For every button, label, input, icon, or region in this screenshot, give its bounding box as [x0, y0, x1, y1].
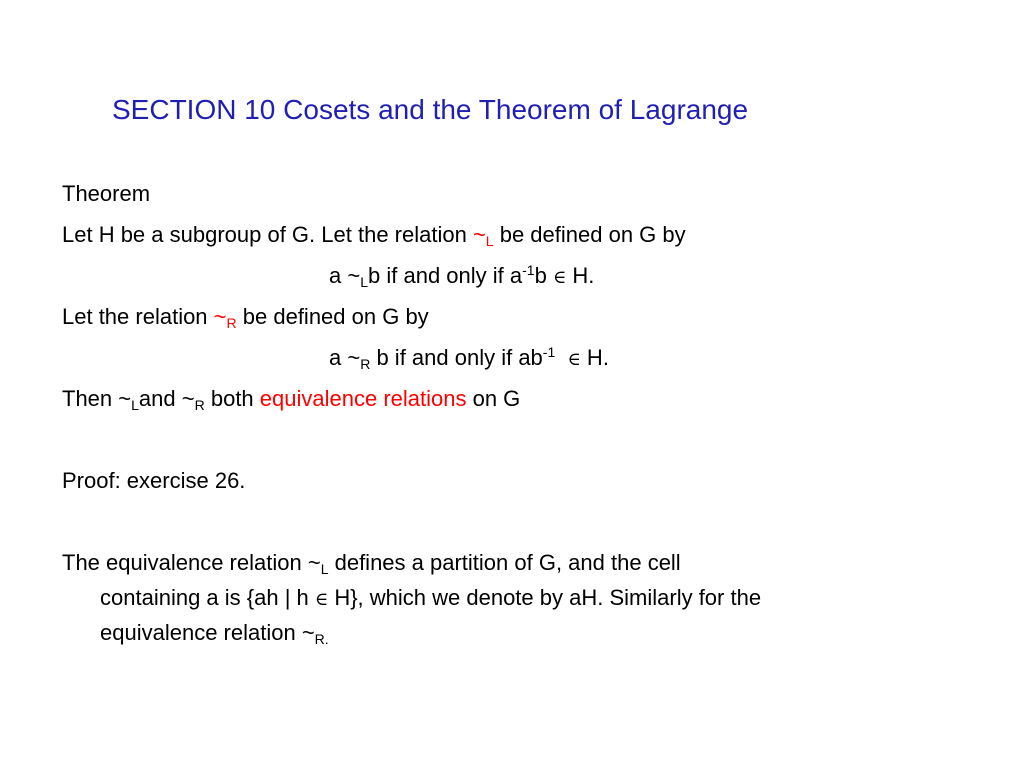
- proof-line: Proof: exercise 26.: [62, 468, 246, 493]
- element-of-symbol: ∈: [314, 589, 329, 610]
- theorem-line-1: [62, 222, 686, 248]
- tilde: ~: [347, 345, 361, 370]
- element-of-symbol: ∈: [567, 349, 581, 370]
- relation-l-red: [473, 222, 494, 247]
- relation-r-red: [214, 304, 237, 329]
- subscript-r-dot: R.: [314, 631, 329, 647]
- subscript-r: R: [194, 397, 205, 413]
- text: both: [204, 386, 260, 411]
- tilde: ~: [307, 550, 321, 575]
- theorem-line-2: [62, 304, 429, 330]
- element-of-symbol: ∈: [552, 267, 567, 288]
- text: H.: [580, 345, 609, 370]
- text: Let H be a subgroup of G. Let the relation: [62, 222, 473, 247]
- tilde: ~: [118, 386, 132, 411]
- subscript-l: L: [131, 397, 139, 413]
- subscript-l: L: [360, 274, 369, 290]
- subscript-l: L: [485, 233, 494, 249]
- equivalence-relations-highlight: equivalence relations: [259, 386, 467, 411]
- text: a: [329, 345, 348, 370]
- text: [555, 345, 567, 370]
- text: defines a partition of G, and the cell: [328, 550, 681, 575]
- tilde: ~: [181, 386, 195, 411]
- partition-line-2: [100, 585, 761, 613]
- text: equivalence relation: [100, 620, 302, 645]
- text: b if and only if a: [368, 263, 523, 288]
- text: The equivalence relation: [62, 550, 308, 575]
- theorem-conclusion: [62, 386, 520, 412]
- partition-line-1: [62, 550, 681, 576]
- definition-r: [329, 345, 609, 373]
- text: and: [138, 386, 182, 411]
- tilde: ~: [213, 304, 227, 329]
- partition-line-3: [100, 620, 329, 646]
- text: on G: [466, 386, 521, 411]
- text: b: [534, 263, 553, 288]
- text: H.: [566, 263, 595, 288]
- subscript-l: L: [320, 561, 329, 577]
- text: containing a is {ah | h: [100, 585, 315, 610]
- text: be defined on G by: [236, 304, 429, 329]
- slide-title: SECTION 10 Cosets and the Theorem of Lagrange: [112, 94, 749, 125]
- tilde: ~: [347, 263, 361, 288]
- superscript-inverse: -1: [522, 262, 535, 278]
- text: Then: [62, 386, 119, 411]
- tilde: ~: [472, 222, 486, 247]
- subscript-r: R: [226, 315, 237, 331]
- text: be defined on G by: [493, 222, 686, 247]
- tilde: ~: [301, 620, 315, 645]
- text: b if and only if ab: [370, 345, 543, 370]
- superscript-inverse: -1: [542, 344, 556, 360]
- theorem-heading: Theorem: [62, 181, 151, 206]
- subscript-r: R: [360, 356, 371, 372]
- text: a: [329, 263, 348, 288]
- text: H}, which we denote by aH. Similarly for the: [328, 585, 762, 610]
- text: Let the relation: [62, 304, 214, 329]
- definition-l: [329, 263, 594, 291]
